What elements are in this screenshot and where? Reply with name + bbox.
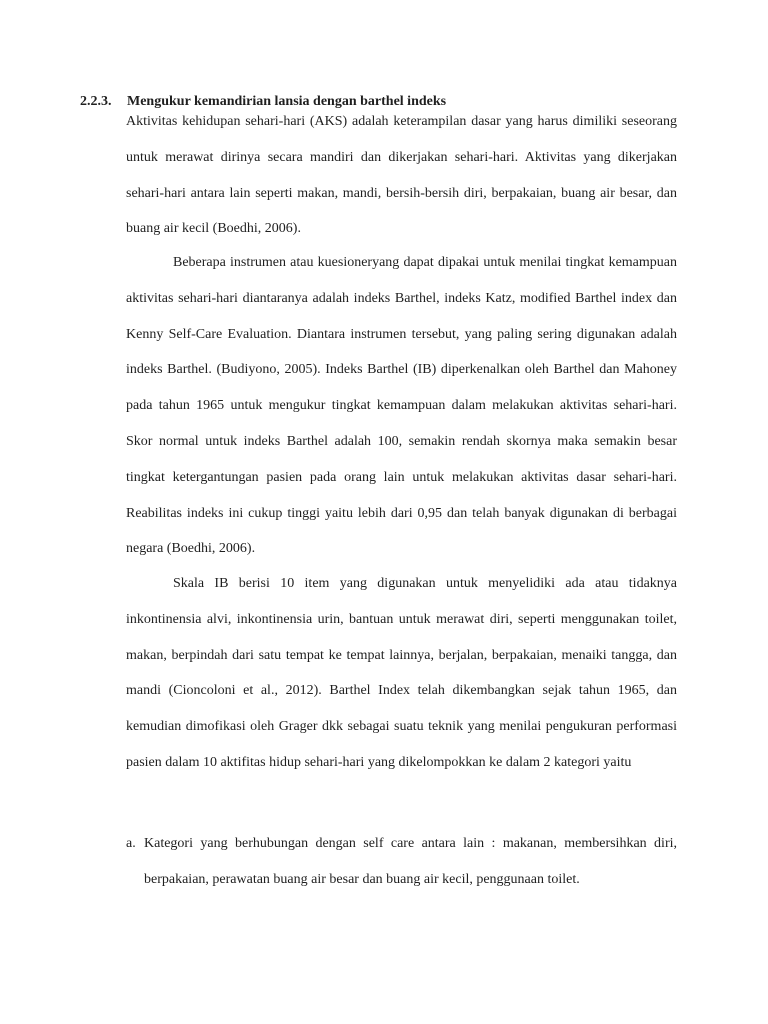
category-list — [126, 826, 677, 898]
list-marker: a. — [126, 836, 136, 851]
section-number: 2.2.3. — [80, 94, 112, 109]
paragraph-barthel-instruments: Beberapa instrumen atau kuesioneryang dapat dipakai untuk menilai tingkat kemampuan aktivitas sehari-hari diantaranya adalah indeks Barthel, indeks Katz, modified Barthel index dan Kenny Self-Care Evaluation. Diantara instrumen tersebut, yang paling sering digunakan adalah indeks Barthel. (Budiyono, 2005). Indeks Barthel (IB) diperkenalkan oleh Barthel dan Mahoney pada tahun 1965 untuk mengukur tingkat kemampuan dalam melakukan aktivitas sehari-hari. Skor normal untuk indeks Barthel adalah 100, semakin rendah skornya maka semakin besar tingkat ketergantungan pasien pada orang lain untuk melakukan aktivitas dasar sehari-hari. Reabilitas indeks ini cukup tinggi yaitu lebih dari 0,95 dan telah banyak digunakan di berbagai negara (Boedhi, 2006). — [126, 255, 677, 557]
paragraph-aks-definition: Aktivitas kehidupan sehari-hari (AKS) adalah keterampilan dasar yang harus dimiliki seseorang untuk merawat dirinya secara mandiri dan dikerjakan sehari-hari. Aktivitas yang dikerjakan sehari-hari antara lain seperti makan, mandi, bersih-bersih diri, berpakaian, buang air besar, dan buang air kecil (Boedhi, 2006). — [126, 114, 677, 237]
section-title: Mengukur kemandirian lansia dengan barthel indeks — [127, 94, 447, 109]
list-item-text: Kategori yang berhubungan dengan self care antara lain : makanan, membersihkan diri, berpakaian, perawatan buang air besar dan buang air kecil, penggunaan toilet. — [144, 836, 677, 887]
list-item — [126, 826, 677, 898]
paragraph-ib-scale: Skala IB berisi 10 item yang digunakan untuk menyelidiki ada atau tidaknya inkontinensia alvi, inkontinensia urin, bantuan untuk merawat diri, seperti menggunakan toilet, makan, berpindah dari satu tempat ke tempat lainnya, berjalan, berpakaian, menaiki tangga, dan mandi (Cioncoloni et al., 2012). Barthel Index telah dikembangkan sejak tahun 1965, dan kemudian dimofikasi oleh Grager dkk sebagai suatu teknik yang menilai pengukuran performasi pasien dalam 10 aktifitas hidup sehari-hari yang dikelompokkan ke dalam 2 kategori yaitu — [126, 576, 677, 770]
